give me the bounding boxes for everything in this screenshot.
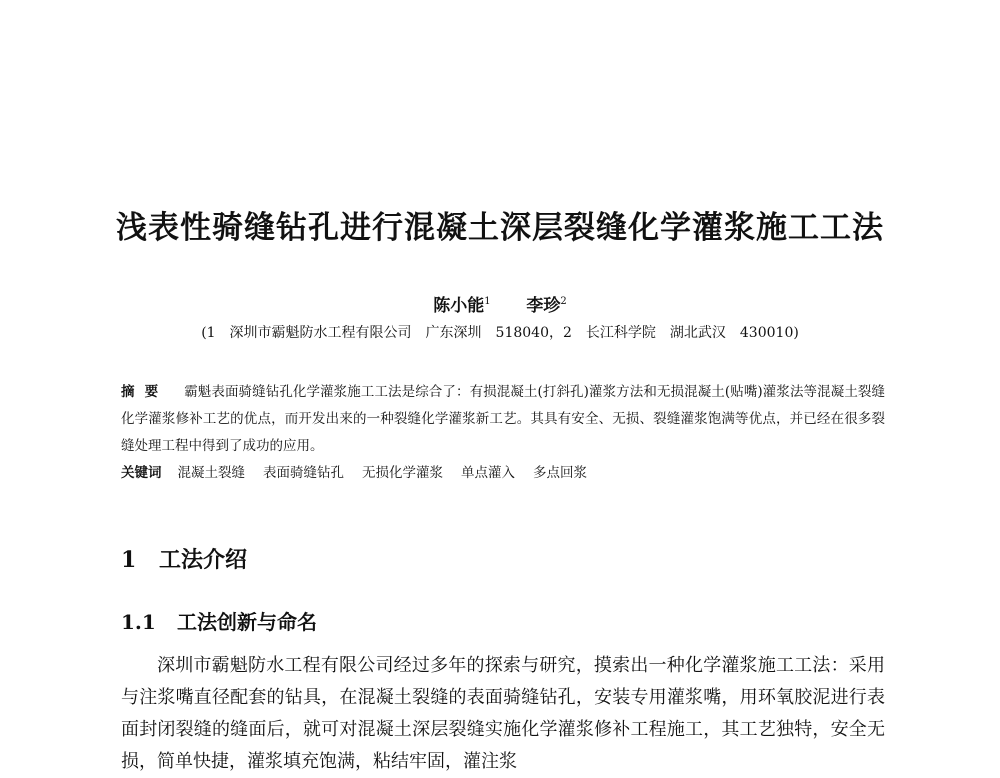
subsection-number: 1.1	[121, 610, 156, 634]
keyword: 多点回浆	[533, 465, 587, 481]
keyword: 表面骑缝钻孔	[263, 465, 344, 481]
abstract-label: 摘要	[121, 384, 169, 400]
author-name: 陈小能	[433, 296, 485, 316]
keyword: 无损化学灌浆	[362, 465, 443, 481]
body-paragraph: 深圳市霸魁防水工程有限公司经过多年的探索与研究，摸索出一种化学灌浆施工工法：采用与注浆嘴直径配套的钻具，在混凝土裂缝的表面骑缝钻孔，安装专用灌浆嘴，用环氧胶泥进行表面封闭裂缝的缝面后，就可对混凝土深层裂缝实施化学灌浆修补工程施工，其工艺独特，安全无损，简单快捷，灌浆填充饱满，粘结牢固，灌注浆	[121, 655, 885, 772]
paper-title: 浅表性骑缝钻孔进行混凝土深层裂缝化学灌浆施工工法	[116, 210, 884, 246]
author-affiliation-mark: 2	[560, 296, 567, 307]
author-line	[0, 291, 1000, 316]
abstract-paragraph	[121, 379, 885, 460]
affiliations: (1 深圳市霸魁防水工程有限公司 广东深圳 518040，2 长江科学院 湖北武汉 430010)	[201, 325, 799, 341]
subsection-heading	[121, 606, 317, 635]
keywords-label: 关键词	[121, 465, 162, 481]
abstract-text: 霸魁表面骑缝钻孔化学灌浆施工工法是综合了：有损混凝土(打斜孔)灌浆方法和无损混凝土(贴嘴)灌浆法等混凝土裂缝化学灌浆修补工艺的优点，而开发出来的一种裂缝化学灌浆新工艺。其具有安全、无损、裂缝灌浆饱满等优点，并已经在很多裂缝处理工程中得到了成功的应用。	[121, 384, 885, 454]
section-heading	[121, 543, 247, 574]
keyword: 单点灌入	[461, 465, 515, 481]
author-name: 李珍	[526, 296, 561, 316]
subsection-title: 工法创新与命名	[177, 610, 317, 634]
keyword: 混凝土裂缝	[177, 465, 245, 481]
section-number: 1	[121, 547, 137, 573]
body-text	[121, 650, 885, 778]
keywords-line	[121, 460, 885, 487]
abstract-block	[121, 379, 885, 487]
author-affiliation-mark: 1	[484, 296, 491, 307]
section-title: 工法介绍	[159, 547, 248, 573]
